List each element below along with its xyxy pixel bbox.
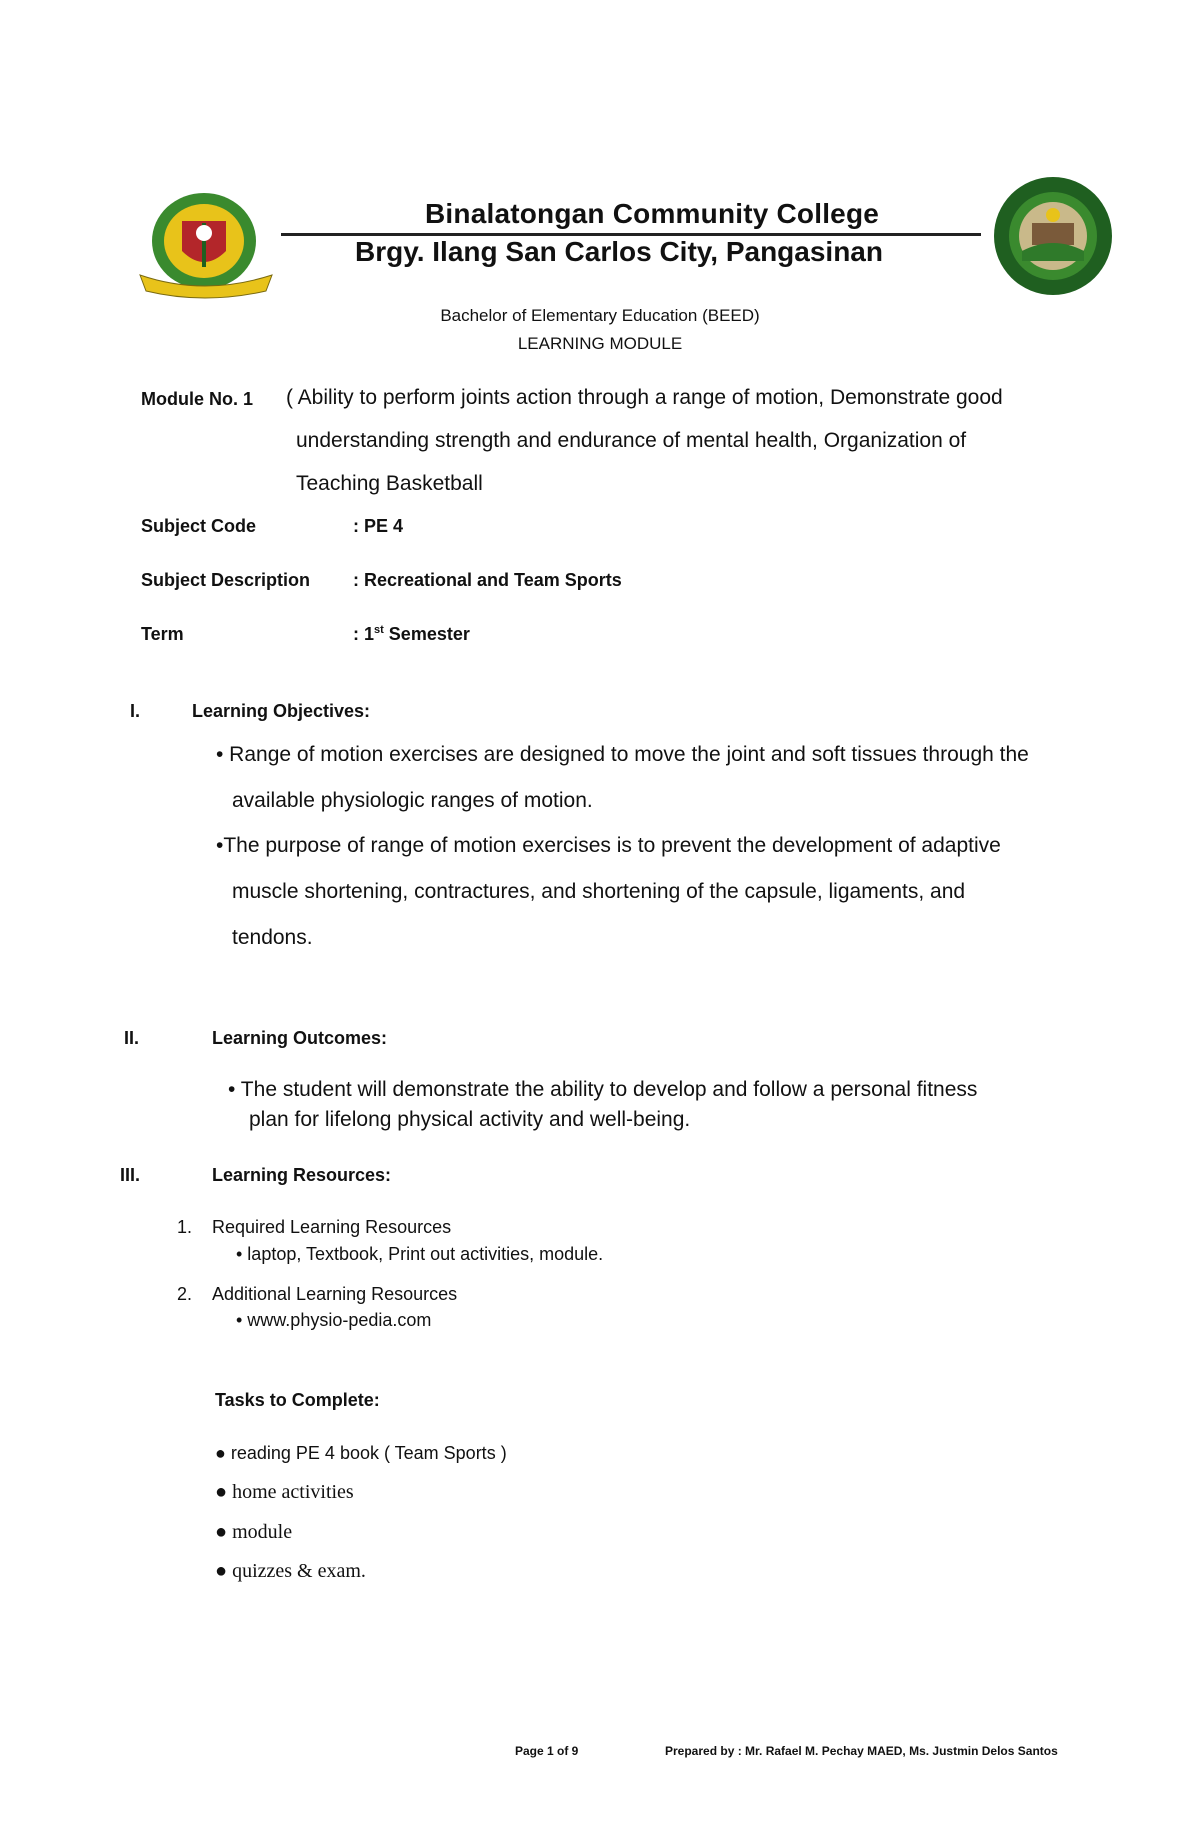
objective-2-line-2: muscle shortening, contractures, and shortening of the capsule, ligaments, and xyxy=(232,880,966,903)
subject-code-value: : PE 4 xyxy=(353,516,404,536)
section-numeral-outcomes: II. xyxy=(124,1028,140,1048)
module-title-line-1: ( Ability to perform joints action through a range of motion, Demonstrate good xyxy=(286,386,1003,409)
objective-2-line-1: •The purpose of range of motion exercises is to prevent the development of adaptive xyxy=(216,834,1001,857)
section-heading-outcomes: Learning Outcomes: xyxy=(212,1028,388,1048)
section-heading-resources: Learning Resources: xyxy=(212,1165,392,1185)
subject-description-label: Subject Description xyxy=(141,570,311,590)
resource-2-number: 2. xyxy=(177,1284,193,1304)
resource-1-item: • laptop, Textbook, Print out activities, module. xyxy=(236,1244,604,1264)
task-item-module: ● module xyxy=(215,1521,293,1543)
college-seal-logo xyxy=(138,185,274,301)
subject-description-value: : Recreational and Team Sports xyxy=(353,570,622,590)
term-value: : 1st Semester xyxy=(353,624,470,644)
task-item-home-activities: ● home activities xyxy=(215,1481,354,1503)
subject-code-label: Subject Code xyxy=(141,516,257,536)
module-title-line-2: understanding strength and endurance of mental health, Organization of xyxy=(296,429,967,452)
objective-1-line-1: • Range of motion exercises are designed to move the joint and soft tissues through the xyxy=(216,743,1029,766)
objective-1-line-2: available physiologic ranges of motion. xyxy=(232,789,593,812)
outcome-line-1: • The student will demonstrate the ability to develop and follow a personal fitness xyxy=(228,1078,978,1101)
resource-1-label: Required Learning Resources xyxy=(212,1217,452,1237)
city-seal-logo xyxy=(992,175,1114,297)
college-name: Binalatongan Community College xyxy=(425,198,880,229)
resource-2-item: • www.physio-pedia.com xyxy=(236,1310,432,1330)
college-address: Brgy. Ilang San Carlos City, Pangasinan xyxy=(355,236,883,267)
objective-2-line-3: tendons. xyxy=(232,926,313,949)
resource-1-number: 1. xyxy=(177,1217,193,1237)
task-item-reading: ● reading PE 4 book ( Team Sports ) xyxy=(215,1443,507,1463)
program-title: Bachelor of Elementary Education (BEED) xyxy=(440,306,760,325)
section-numeral-resources: III. xyxy=(120,1165,141,1185)
section-heading-objectives: Learning Objectives: xyxy=(192,701,371,721)
task-item-quizzes: ● quizzes & exam. xyxy=(215,1560,366,1582)
resource-2-label: Additional Learning Resources xyxy=(212,1284,458,1304)
term-label: Term xyxy=(141,624,184,644)
prepared-by: Prepared by : Mr. Rafael M. Pechay MAED, Ms. Justmin Delos Santos xyxy=(665,1744,1058,1758)
page-number: Page 1 of 9 xyxy=(515,1744,579,1758)
document-type-title: LEARNING MODULE xyxy=(517,334,683,353)
module-number-label: Module No. 1 xyxy=(141,389,253,409)
section-numeral-objectives: I. xyxy=(130,701,141,721)
tasks-heading: Tasks to Complete: xyxy=(215,1390,380,1410)
module-title-line-3: Teaching Basketball xyxy=(296,472,483,495)
outcome-line-2: plan for lifelong physical activity and well-being. xyxy=(249,1108,691,1131)
